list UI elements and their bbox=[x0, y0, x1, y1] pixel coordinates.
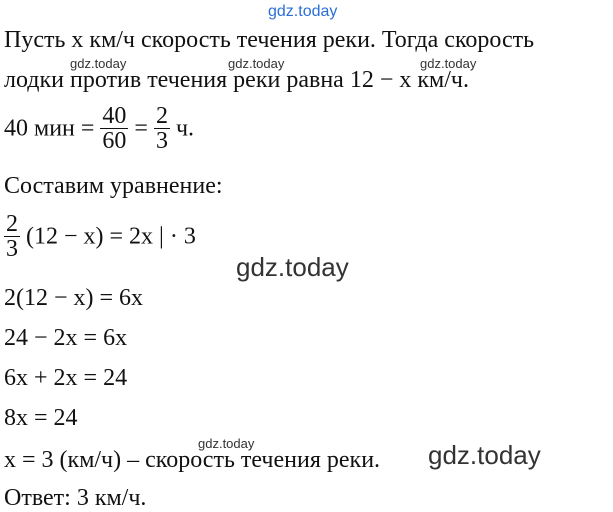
time-minutes: 40 мин = bbox=[4, 115, 95, 142]
equation-step-2: 24 − 2x = 6x bbox=[4, 325, 128, 351]
watermark-small-3: gdz.today bbox=[420, 56, 477, 71]
equation-step-1: 2(12 − x) = 6x bbox=[4, 285, 144, 311]
fraction-numerator: 2 bbox=[6, 211, 18, 237]
equation-main bbox=[4, 212, 196, 274]
fraction-2-3-eq bbox=[4, 212, 20, 261]
fraction-numerator: 2 bbox=[155, 103, 168, 129]
watermark-small-2: gdz.today bbox=[228, 56, 285, 71]
fraction-2-3 bbox=[154, 104, 170, 153]
equation-main-rest: (12 − x) = 2x | · 3 bbox=[26, 223, 196, 250]
text-line-compose: Составим уравнение: bbox=[4, 173, 223, 199]
fraction-denominator: 3 bbox=[155, 128, 168, 154]
text-line-1: Пусть x км/ч скорость течения реки. Тогда скорость bbox=[4, 27, 535, 53]
unit-hours: ч. bbox=[175, 115, 195, 142]
fraction-numerator: 40 bbox=[102, 103, 127, 129]
text-line-2: лодки против течения реки равна 12 − x км/ч. bbox=[4, 67, 469, 93]
equation-solution: x = 3 (км/ч) – скорость течения реки. bbox=[4, 447, 381, 473]
watermark-large-1: gdz.today bbox=[236, 252, 349, 282]
fraction-40-60 bbox=[100, 104, 128, 153]
fraction-denominator: 60 bbox=[102, 128, 127, 154]
equals-sign: = bbox=[134, 115, 148, 142]
equation-time-conversion bbox=[4, 104, 194, 166]
equation-step-4: 8x = 24 bbox=[4, 405, 78, 431]
answer-line: Ответ: 3 км/ч. bbox=[4, 485, 147, 511]
watermark-small-1: gdz.today bbox=[70, 56, 127, 71]
watermark-top: gdz.today bbox=[268, 3, 338, 20]
watermark-large-2: gdz.today bbox=[428, 440, 541, 470]
equation-step-3: 6x + 2x = 24 bbox=[4, 365, 128, 391]
watermark-small-4: gdz.today bbox=[198, 436, 255, 451]
fraction-denominator: 3 bbox=[6, 236, 18, 262]
